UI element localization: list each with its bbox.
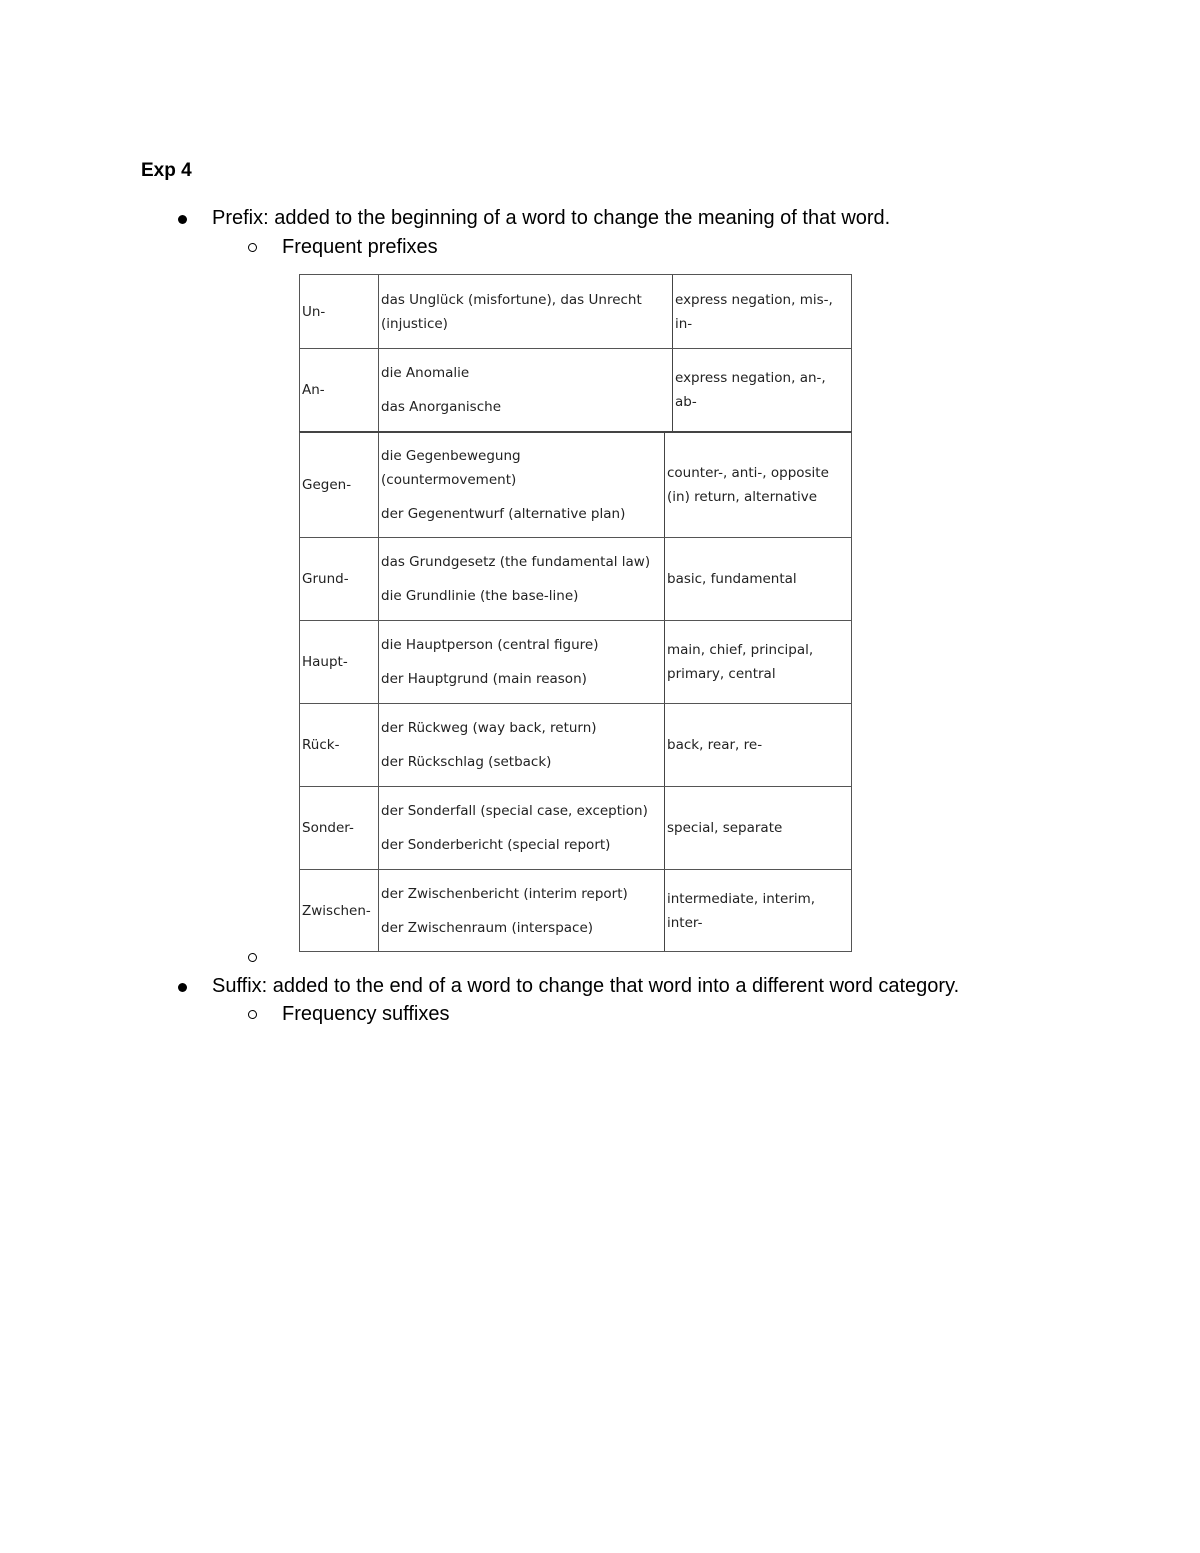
example-text: (countermovement) — [381, 472, 517, 488]
meaning-cell — [665, 704, 851, 786]
prefix-text: Sonder- — [302, 820, 354, 836]
prefix-text: Zwischen- — [302, 902, 371, 919]
meaning-text: counter-, anti-, opposite — [667, 465, 829, 481]
examples-cell — [379, 538, 665, 620]
example-text: das Unglück (misfortune), das Unrecht — [381, 291, 642, 308]
examples-cell — [379, 787, 665, 869]
meaning-text: express negation, an-, — [675, 370, 826, 386]
prefix-cell — [300, 275, 379, 348]
meaning-cell — [673, 275, 851, 348]
meaning-cell — [673, 349, 851, 431]
prefix-text: Grund- — [302, 571, 349, 587]
examples-cell — [379, 433, 665, 537]
meaning-text: ab- — [675, 394, 697, 410]
example-text: die Grundlinie (the base-line) — [381, 588, 579, 604]
examples-cell — [379, 704, 665, 786]
table-row — [299, 620, 852, 703]
examples-cell — [379, 275, 673, 348]
prefix-cell — [300, 349, 379, 431]
example-text: der Zwischenraum (interspace) — [381, 919, 594, 936]
table-row — [299, 431, 852, 537]
prefix-cell — [300, 787, 379, 869]
meaning-text: intermediate, interim, — [667, 890, 816, 907]
meaning-text: back, rear, re- — [667, 737, 763, 753]
suffix-sub-text: Frequency suffixes — [282, 1003, 450, 1025]
example-text: die Gegenbewegung — [381, 448, 521, 464]
meaning-text: express negation, mis-, — [675, 291, 833, 308]
examples-cell — [379, 870, 665, 951]
bullet-circle-icon — [248, 1010, 257, 1019]
examples-cell — [379, 621, 665, 703]
example-text: das Anorganische — [381, 399, 501, 415]
example-text: der Hauptgrund (main reason) — [381, 671, 587, 687]
prefix-text: An- — [302, 382, 325, 398]
example-text: der Sonderfall (special case, exception) — [381, 803, 648, 819]
table-row — [299, 274, 852, 348]
example-text: die Hauptperson (central figure) — [381, 637, 599, 653]
example-text: das Grundgesetz (the fundamental law) — [381, 554, 651, 570]
meaning-text: main, chief, principal, — [667, 642, 814, 658]
prefix-cell — [300, 433, 379, 537]
example-text: der Rückweg (way back, return) — [381, 720, 597, 736]
table-row — [299, 869, 852, 952]
meaning-cell — [665, 870, 851, 951]
table-row — [299, 786, 852, 869]
suffix-bullet-text: Suffix: added to the end of a word to change that word into a different word category. — [212, 975, 960, 997]
prefix-cell — [300, 621, 379, 703]
meaning-text: special, separate — [667, 820, 783, 836]
prefix-text: Gegen- — [302, 477, 352, 493]
meaning-text: in- — [675, 315, 693, 332]
table-row — [299, 703, 852, 786]
bullet-circle-icon — [248, 953, 257, 962]
bullet-dot-icon — [178, 983, 187, 992]
document-title: Exp 4 — [141, 160, 192, 181]
meaning-text: (in) return, alternative — [667, 489, 818, 505]
example-text: der Gegenentwurf (alternative plan) — [381, 506, 626, 522]
example-text: der Rückschlag (setback) — [381, 754, 552, 770]
example-text: der Zwischenbericht (interim report) — [381, 885, 628, 902]
prefix-cell — [300, 704, 379, 786]
table-row — [299, 348, 852, 431]
meaning-text: primary, central — [667, 666, 776, 682]
prefix-sub-text: Frequent prefixes — [282, 236, 438, 258]
example-text: der Sonderbericht (special report) — [381, 837, 611, 853]
prefix-text: Un- — [302, 303, 326, 320]
prefix-text: Haupt- — [302, 654, 348, 670]
prefix-cell — [300, 870, 379, 951]
meaning-text: inter- — [667, 914, 703, 931]
bullet-circle-icon — [248, 243, 257, 252]
examples-cell — [379, 349, 673, 431]
meaning-cell — [665, 538, 851, 620]
prefix-table — [299, 274, 854, 953]
prefix-cell — [300, 538, 379, 620]
prefix-text: Rück- — [302, 737, 340, 753]
example-text: (injustice) — [381, 315, 448, 332]
meaning-cell — [665, 433, 851, 537]
example-text: die Anomalie — [381, 365, 470, 381]
meaning-text: basic, fundamental — [667, 571, 797, 587]
prefix-bullet-text: Prefix: added to the beginning of a word to change the meaning of that word. — [212, 207, 891, 229]
meaning-cell — [665, 621, 851, 703]
meaning-cell — [665, 787, 851, 869]
bullet-dot-icon — [178, 215, 187, 224]
table-row — [299, 537, 852, 620]
